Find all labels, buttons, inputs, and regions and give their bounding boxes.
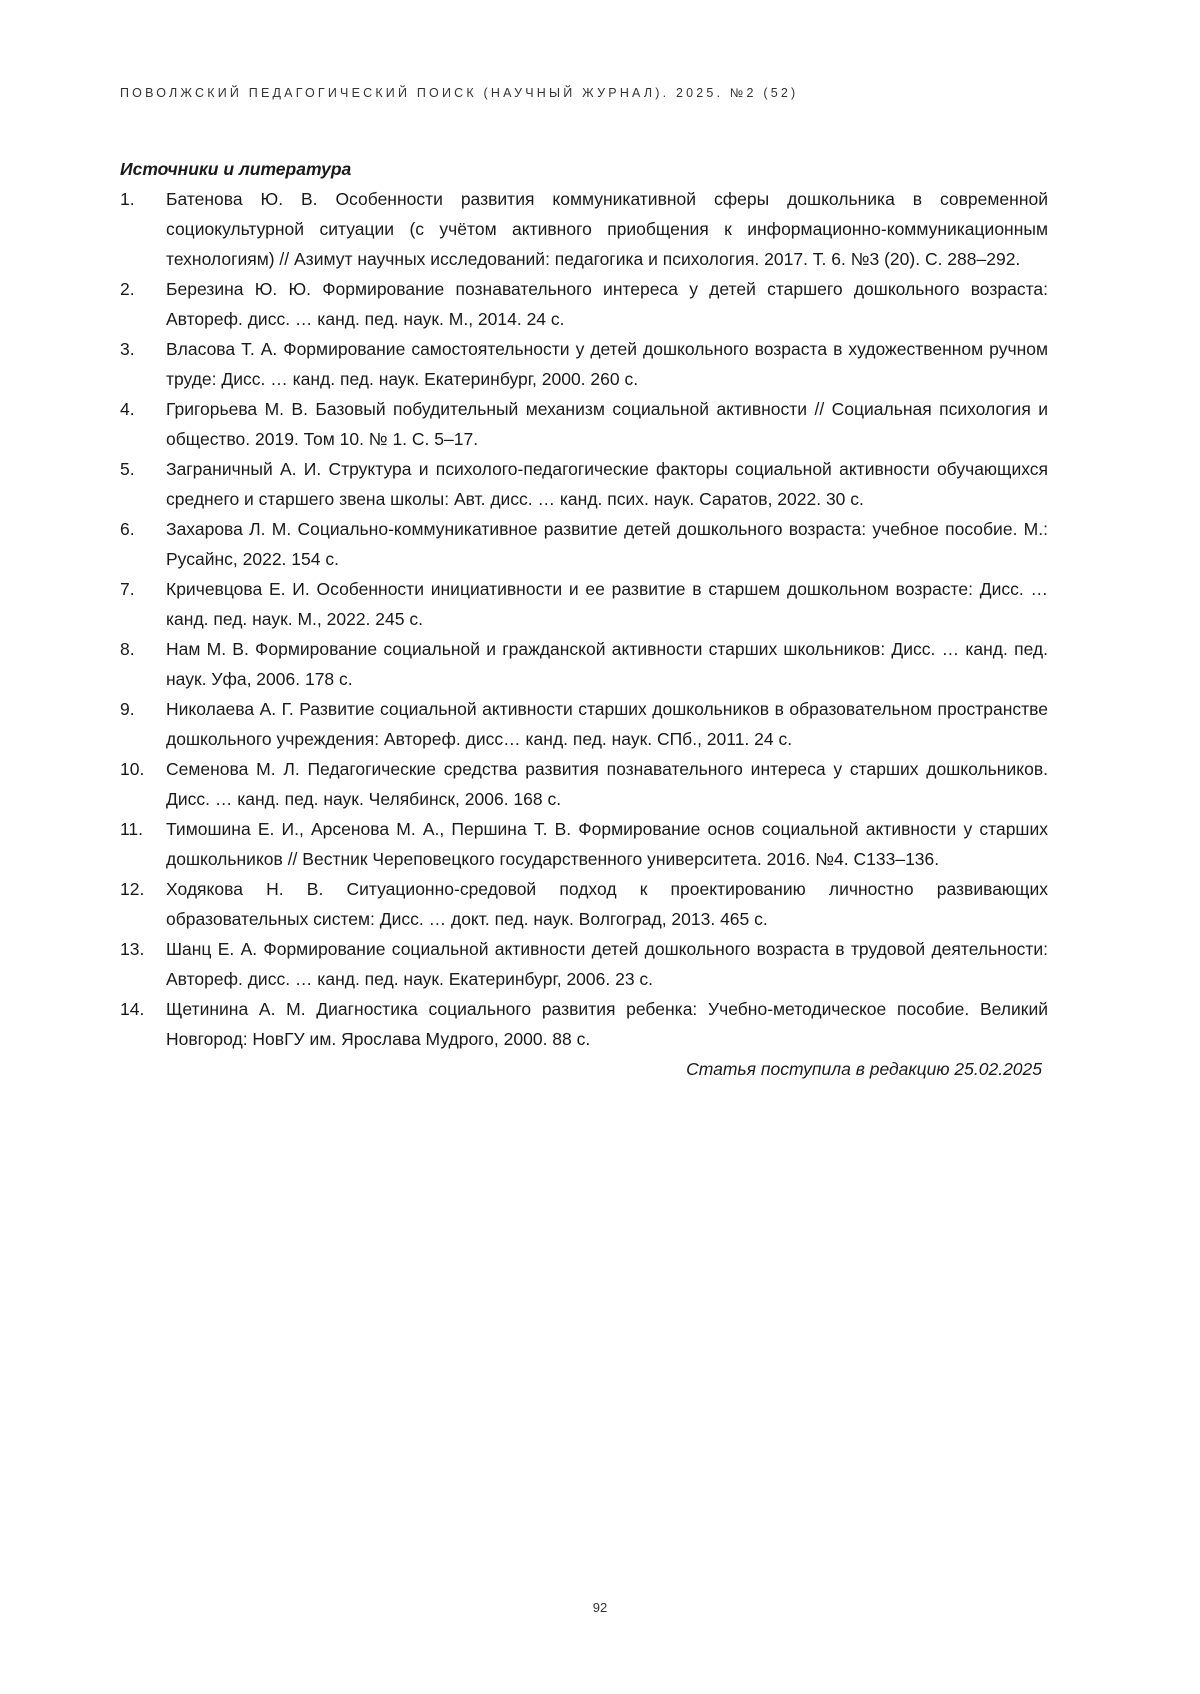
- reference-item: [120, 754, 1048, 814]
- reference-number: 3.: [120, 339, 135, 359]
- reference-text: Нам М. В. Формирование социальной и гражданской активности старших школьников: Дисс. … канд. пед. наук. Уфа, 2006. 178 с.: [166, 639, 1048, 689]
- reference-item: [120, 694, 1048, 754]
- reference-item: [120, 634, 1048, 694]
- reference-number: 7.: [120, 579, 135, 599]
- running-header: ПОВОЛЖСКИЙ ПЕДАГОГИЧЕСКИЙ ПОИСК (НАУЧНЫЙ ЖУРНАЛ). 2025. №2 (52): [120, 86, 799, 100]
- reference-text: Тимошина Е. И., Арсенова М. А., Першина Т. В. Формирование основ социальной активности у старших дошкольников // Вестник Череповецкого государственного университета. 2016. №4. С133–136.: [166, 819, 1048, 869]
- reference-item: [120, 814, 1048, 874]
- reference-number: 11.: [120, 819, 144, 839]
- reference-text: Шанц Е. А. Формирование социальной активности детей дошкольного возраста в трудовой деятельности: Автореф. дисс. … канд. пед. наук. Екатеринбург, 2006. 23 с.: [166, 939, 1048, 989]
- reference-item: [120, 874, 1048, 934]
- reference-text: Кричевцова Е. И. Особенности инициативности и ее развитие в старшем дошкольном возрасте: Дисс. … канд. пед. наук. М., 2022. 245 с.: [166, 579, 1048, 629]
- reference-number: 9.: [120, 699, 135, 719]
- reference-text: Николаева А. Г. Развитие социальной активности старших дошкольников в образовательном пространстве дошкольного учреждения: Автореф. дисс… канд. пед. наук. СПб., 2011. 24 с.: [166, 699, 1048, 749]
- reference-text: Власова Т. А. Формирование самостоятельности у детей дошкольного возраста в художественном ручном труде: Дисс. … канд. пед. наук. Екатеринбург, 2000. 260 с.: [166, 339, 1048, 389]
- reference-number: 2.: [120, 279, 135, 299]
- reference-item: [120, 334, 1048, 394]
- reference-number: 6.: [120, 519, 135, 539]
- reference-text: Ходякова Н. В. Ситуационно-средовой подход к проектированию личностно развивающих образовательных систем: Дисс. … докт. пед. наук. Волгоград, 2013. 465 с.: [166, 879, 1048, 929]
- reference-item: [120, 184, 1048, 274]
- reference-number: 12.: [120, 879, 145, 899]
- reference-item: [120, 994, 1048, 1054]
- reference-number: 8.: [120, 639, 135, 659]
- page-number: 92: [592, 1600, 608, 1615]
- reference-item: [120, 514, 1048, 574]
- reference-number: 1.: [120, 189, 135, 209]
- reference-item: [120, 934, 1048, 994]
- reference-number: 4.: [120, 399, 135, 419]
- reference-item: [120, 274, 1048, 334]
- reference-text: Григорьева М. В. Базовый побудительный механизм социальной активности // Социальная психология и общество. 2019. Том 10. № 1. С. 5–17.: [166, 399, 1048, 449]
- reference-text: Березина Ю. Ю. Формирование познавательного интереса у детей старшего дошкольного возраста: Автореф. дисс. … канд. пед. наук. М., 2014. 24 с.: [166, 279, 1048, 329]
- received-date-note: Статья поступила в редакцию 25.02.2025: [686, 1059, 1042, 1079]
- references-list: [120, 184, 1048, 1054]
- references-section: [120, 154, 1048, 1084]
- reference-text: Щетинина А. М. Диагностика социального развития ребенка: Учебно-методическое пособие. Великий Новгород: НовГУ им. Ярослава Мудрого, 2000. 88 с.: [166, 999, 1048, 1049]
- references-title: Источники и литература: [120, 159, 352, 179]
- reference-item: [120, 574, 1048, 634]
- reference-text: Семенова М. Л. Педагогические средства развития познавательного интереса у старших дошкольников. Дисс. … канд. пед. наук. Челябинск, 2006. 168 с.: [166, 759, 1048, 809]
- reference-number: 13.: [120, 939, 145, 959]
- reference-text: Заграничный А. И. Структура и психолого-педагогические факторы социальной активности обучающихся среднего и старшего звена школы: Авт. дисс. … канд. псих. наук. Саратов, 2022. 30 с.: [166, 459, 1048, 509]
- reference-number: 14.: [120, 999, 145, 1019]
- reference-text: Захарова Л. М. Социально-коммуникативное развитие детей дошкольного возраста: учебное пособие. М.: Русайнс, 2022. 154 с.: [166, 519, 1048, 569]
- reference-number: 10.: [120, 759, 145, 779]
- reference-item: [120, 454, 1048, 514]
- reference-item: [120, 394, 1048, 454]
- reference-number: 5.: [120, 459, 135, 479]
- reference-text: Батенова Ю. В. Особенности развития коммуникативной сферы дошкольника в современной социокультурной ситуации (с учётом активного приобщения к информационно-коммуникационным технологиям) // Азимут научных исследований: педагогика и психология. 2017. Т. 6. №3 (20). С. 288–292.: [166, 189, 1048, 269]
